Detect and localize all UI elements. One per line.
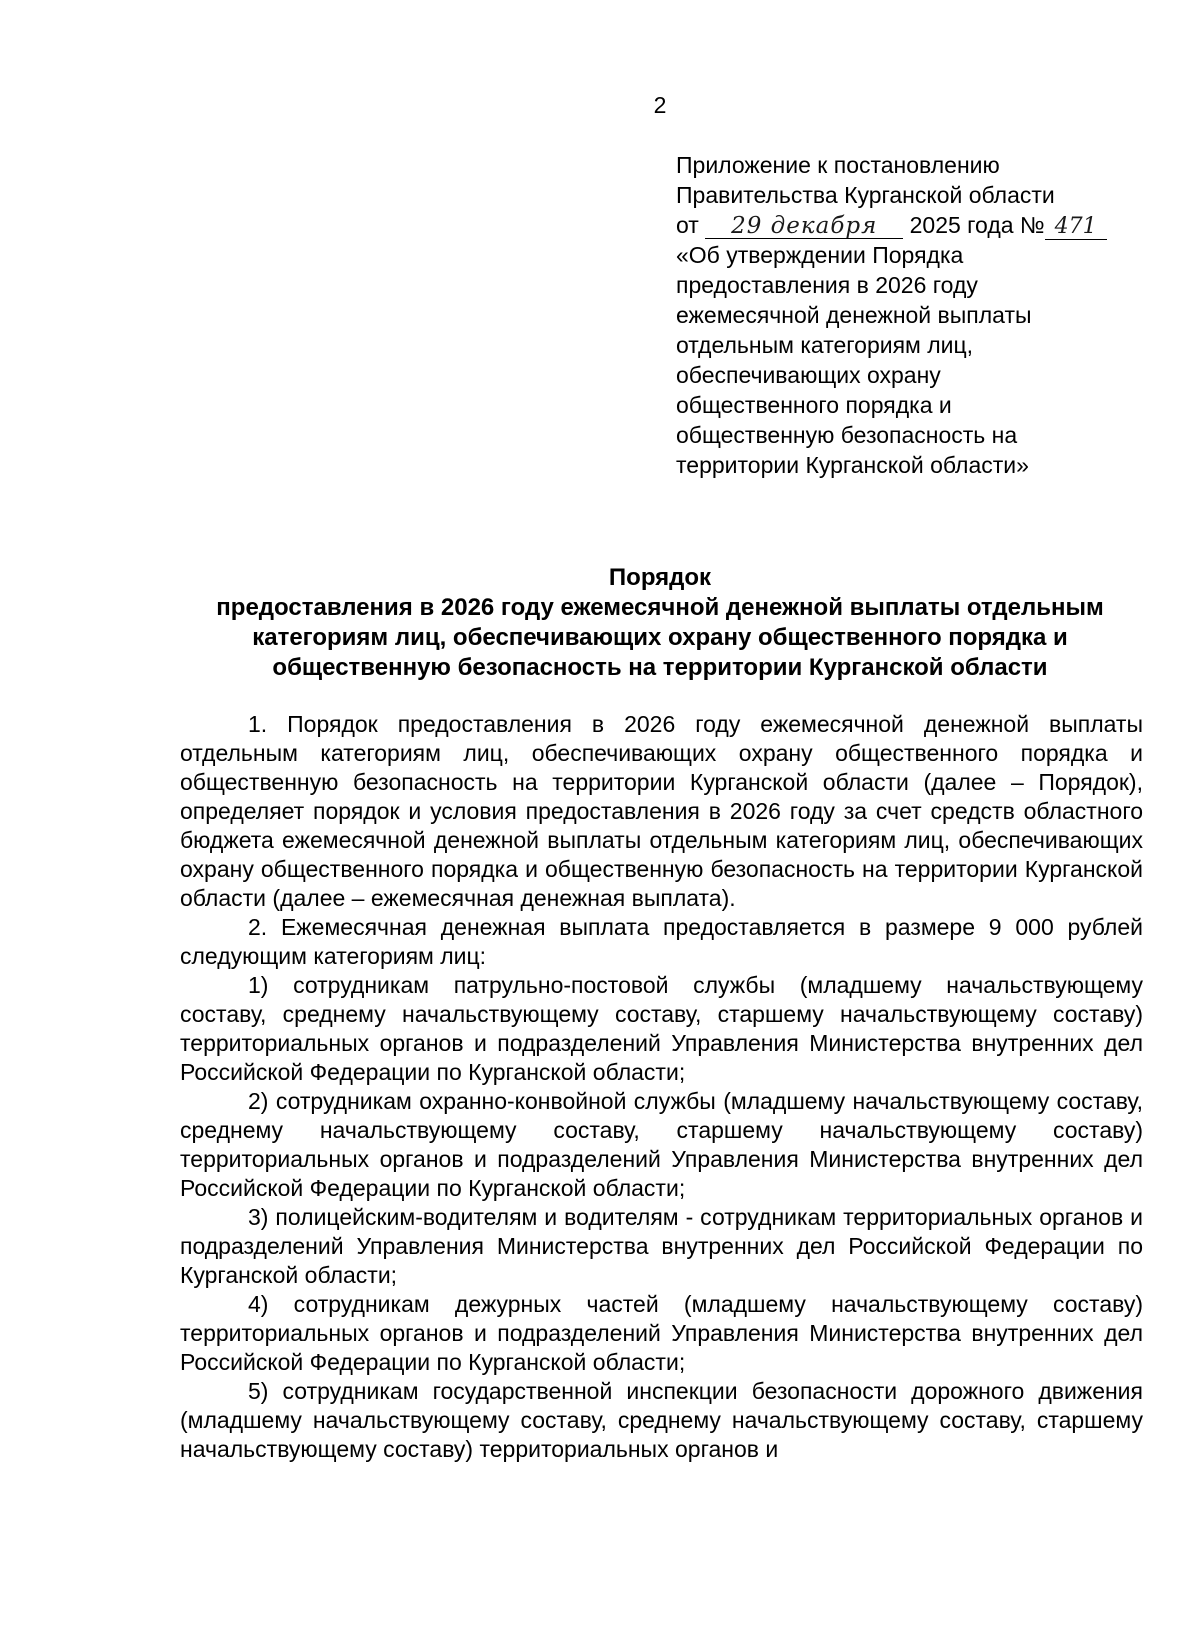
appendix-subject-line: территории Курганской области» — [676, 452, 1029, 478]
title-line: предоставления в 2026 году ежемесячной денежной выплаты отдельным — [216, 594, 1104, 621]
appendix-line: Приложение к постановлению — [676, 152, 1000, 178]
appendix-subject-line: отдельным категориям лиц, — [676, 332, 974, 358]
page-number: 2 — [653, 92, 667, 118]
appendix-subject-line: «Об утверждении Порядка — [676, 242, 964, 268]
list-item: 3) полицейским-водителям и водителям - сотрудникам территориальных органов и подразделений Управления Министерства внутренних дел Российской Федерации по Курганской области; — [180, 1204, 1143, 1288]
document-body — [180, 710, 1143, 1464]
title-heading: Порядок — [608, 564, 712, 591]
appendix-block — [676, 150, 1176, 480]
paragraph: 2. Ежемесячная денежная выплата предоставляется в размере 9 000 рублей следующим категориям лиц: — [180, 914, 1143, 969]
appendix-date-line — [676, 210, 1176, 240]
list-item: 1) сотрудникам патрульно-постовой службы (младшему начальствующему составу, среднему начальствующему составу, старшему начальствующему составу) территориальных органов и подразделений Управления Министерства внутренних дел Российской Федерации по Курганской области; — [180, 972, 1143, 1085]
appendix-subject-line: предоставления в 2026 году — [676, 272, 978, 298]
list-item: 4) сотрудникам дежурных частей (младшему начальствующему составу) территориальных органов и подразделений Управления Министерства внутренних дел Российской Федерации по Курганской области; — [180, 1291, 1143, 1375]
title-line: категориям лиц, обеспечивающих охрану общественного порядка и — [252, 624, 1068, 651]
appendix-subject-line: ежемесячной денежной выплаты — [676, 302, 1032, 328]
year-text: 2025 года № — [909, 212, 1045, 238]
list-item: 2) сотрудникам охранно-конвойной службы (младшему начальствующему составу, среднему начальствующему составу, старшему начальствующему составу) территориальных органов и подразделений Управления Министерства внутренних дел Российской Федерации по Курганской области; — [180, 1088, 1143, 1201]
paragraph: 1. Порядок предоставления в 2026 году ежемесячной денежной выплаты отдельным категориям лиц, обеспечивающих охрану общественного порядка и общественную безопасность на территории Курганской области (далее – Порядок), определяет порядок и условия предоставления в 2026 году за счет средств областного бюджета ежемесячной денежной выплаты отдельным категориям лиц, обеспечивающих охрану общественного порядка и общественную безопасность на территории Курганской области (далее – ежемесячная денежная выплата). — [180, 711, 1143, 911]
handwritten-number: 471 — [1045, 215, 1107, 240]
document-title — [180, 563, 1140, 683]
handwritten-date: 29 декабря — [705, 214, 903, 239]
date-prefix: от — [676, 212, 699, 238]
appendix-line: Правительства Курганской области — [676, 182, 1055, 208]
title-line: общественную безопасность на территории Курганской области — [272, 654, 1048, 681]
appendix-subject-line: общественную безопасность на — [676, 422, 1018, 448]
appendix-subject-line: общественного порядка и — [676, 392, 952, 418]
list-item: 5) сотрудникам государственной инспекции безопасности дорожного движения (младшему начальствующему составу, среднему начальствующему составу, старшему начальствующему составу) территориальных органов и — [180, 1378, 1143, 1462]
appendix-subject-line: обеспечивающих охрану — [676, 362, 941, 388]
